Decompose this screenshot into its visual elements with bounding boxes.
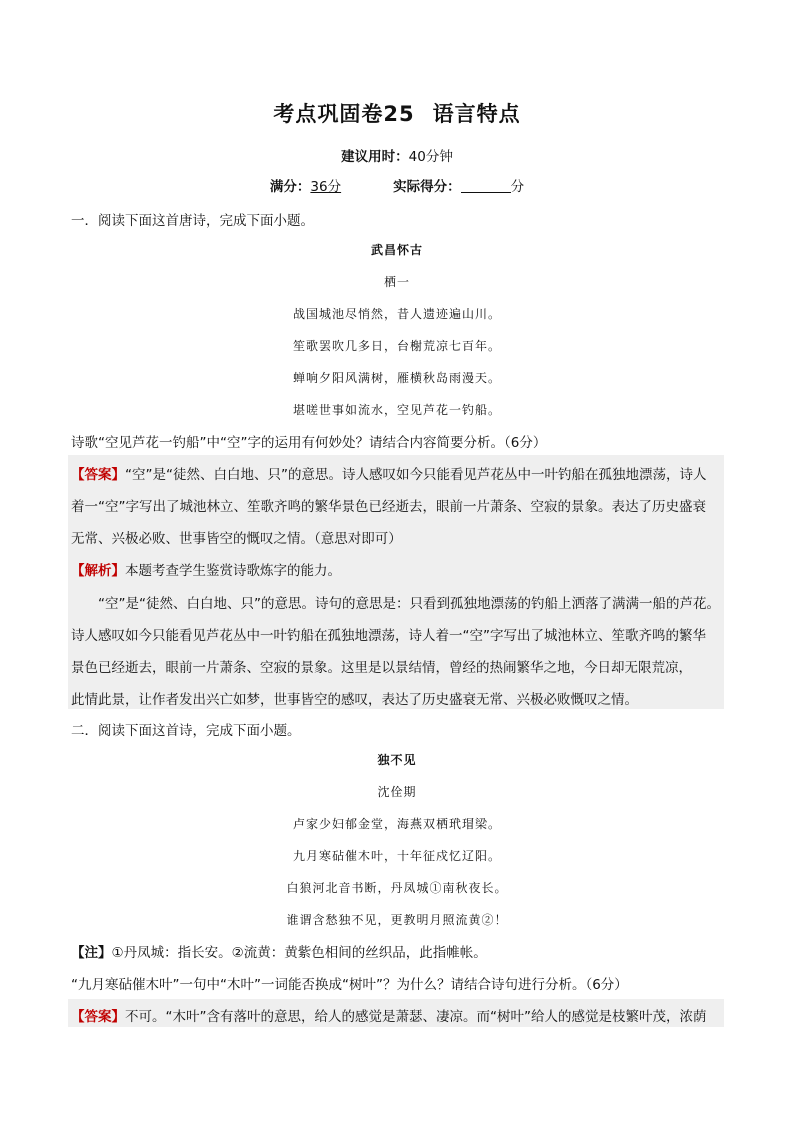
answer-tag: 【答案】 [71,467,125,483]
q1-analysis-line: 此情此景，让作者发出兴亡如梦，世事皆空的感叹，表达了历史盛衰无常、兴极必败慨叹之情。 [71,692,638,708]
actual-score-unit: 分 [510,179,525,195]
q1-poem-line: 蝉响夕阳风满树，雁横秋岛雨漫天。 [292,371,501,385]
q2-note: 【注】①丹凤城：指长安。②流黄：黄紫色相间的丝织品，此指帷帐。 [71,945,487,961]
q1-answer-line: 着一“空”字写出了城池林立、笙歌齐鸣的繁华景色已经逝去，眼前一片萧条、空寂的景象。表达了历史盛衰 [71,499,706,515]
q2-poem-line: 白狼河北音书断，丹凤城①南秋夜长。 [286,881,508,895]
score-line [0,175,794,195]
analysis-tag: 【解析】 [71,563,125,579]
q1-analysis-line: 景色已经逝去，眼前一片萧条、空寂的景象。这里是以景结情，曾经的热闹繁华之地，今日却无限荒凉， [71,660,692,676]
actual-score-blank [461,178,511,193]
actual-score-label: 实际得分： [393,179,461,195]
q2-answer-line: 【答案】不可。“木叶”含有落叶的意思，给人的感觉是萧瑟、凄凉。而“树叶”给人的感觉是枝繁叶茂，浓荫 [71,1009,707,1025]
q1-poem-line: 堪嗟世事如流水，空见芦花一钓船。 [292,403,501,417]
q2-question: “九月寒砧催木叶”一句中“木叶”一词能否换成“树叶”？为什么？请结合诗句进行分析。（6分） [71,977,628,993]
time-value: 40分钟 [408,149,453,165]
q2-poem-author: 沈佺期 [377,785,417,799]
q2-intro: 二．阅读下面这首诗，完成下面小题。 [71,723,301,739]
note-tag: 【注】 [71,945,112,961]
q1-poem-author: 栖一 [383,275,410,289]
time-label: 建议用时： [341,149,409,165]
q2-poem-line: 卢家少妇郁金堂，海燕双栖玳瑁梁。 [292,817,501,831]
title-right: 语言特点 [432,102,521,126]
q2-poem-line: 九月寒砧催木叶，十年征戍忆辽阳。 [292,849,501,863]
q1-question: 诗歌“空见芦花一钓船”中“空”字的运用有何妙处？请结合内容简要分析。（6分） [71,435,547,451]
q1-analysis-line: 诗人感叹如今只能看见芦花丛中一叶钓船在孤独地漂荡，诗人着一“空”字写出了城池林立、笙歌齐鸣的繁华 [71,628,706,644]
answer-tag: 【答案】 [71,1009,125,1025]
q1-poem-title: 武昌怀古 [370,243,423,257]
full-score-value: 36分 [310,179,342,195]
q1-analysis-line: “空”是“徒然、白白地、只”的意思。诗句的意思是：只看到孤独地漂荡的钓船上洒落了满满一船的芦花。 [98,596,720,612]
title-left: 考点巩固卷25 [273,102,415,126]
q1-intro: 一．阅读下面这首唐诗，完成下面小题。 [71,213,314,229]
q1-poem-line: 笙歌罢吹几多日，台榭荒凉七百年。 [292,339,501,353]
page-title [0,98,794,128]
q1-analysis-line: 【解析】本题考查学生鉴赏诗歌炼字的能力。 [71,563,341,579]
q1-answer-line: 无常、兴极必败、世事皆空的慨叹之情。（意思对即可） [71,531,402,547]
suggested-time [0,145,794,165]
q1-poem-line: 战国城池尽悄然，昔人遗迹遍山川。 [292,307,501,321]
q2-poem-line: 谁谓含愁独不见，更教明月照流黄②！ [286,913,508,927]
q1-answer-line: 【答案】“空”是“徒然、白白地、只”的意思。诗人感叹如今只能看见芦花丛中一叶钓船在孤独地漂荡，诗人 [71,467,707,483]
q2-poem-title: 独不见 [377,753,417,767]
full-score-label: 满分： [269,179,311,195]
